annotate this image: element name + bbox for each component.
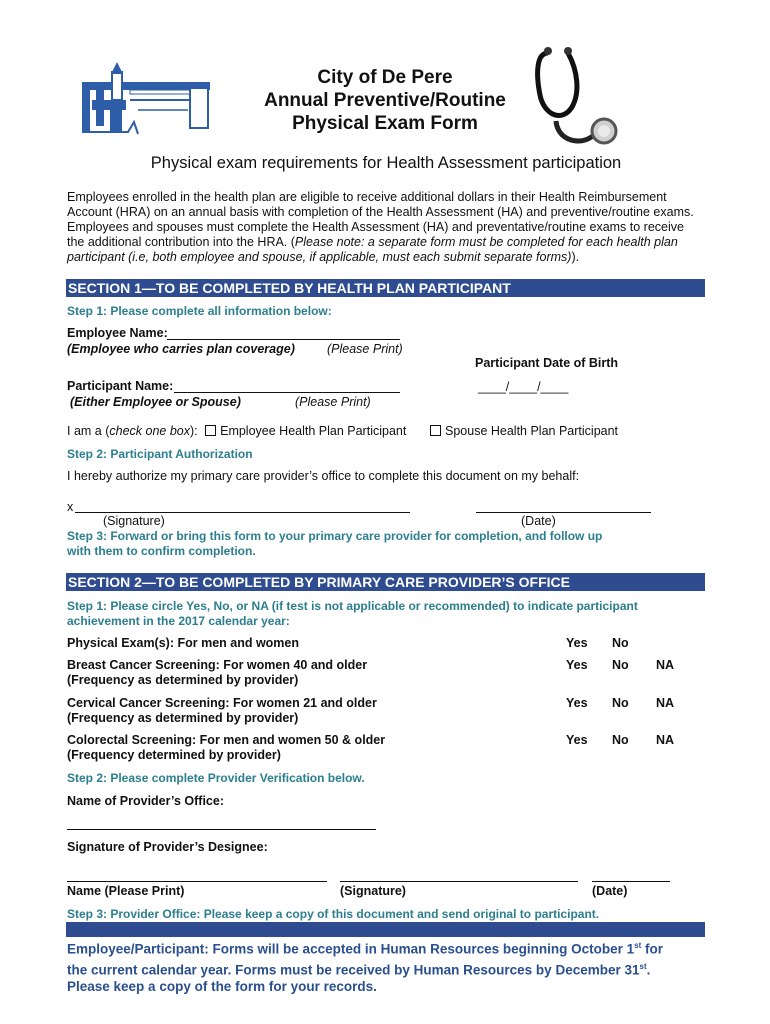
date-caption: (Date) [521, 514, 556, 528]
spouse-option-label: Spouse Health Plan Participant [445, 424, 619, 438]
provider-date-input[interactable] [592, 881, 670, 882]
employee-name-label: Employee Name: [67, 326, 168, 340]
provider-date-caption: (Date) [592, 884, 628, 898]
na-option[interactable]: NA [656, 658, 675, 672]
form-title [200, 66, 570, 135]
no-option[interactable]: No [612, 658, 629, 672]
intro-line: the additional contribution into the HRA. (Please note: a separate form must be completed for each health plan [67, 235, 678, 249]
employee-name-input[interactable] [167, 339, 400, 340]
na-option[interactable]: NA [656, 696, 675, 710]
intro-line: participant (i.e, both employee and spouse, if applicable, must each submit separate forms)). [67, 250, 580, 264]
exam-row-colorectal: Colorectal Screening: For men and women 50 & older (Frequency determined by provider) [67, 733, 386, 762]
yes-option[interactable]: Yes [566, 696, 588, 710]
provider-office-input[interactable] [67, 829, 376, 830]
provider-name-input[interactable] [67, 881, 327, 882]
no-option[interactable]: No [612, 696, 629, 710]
exam-row-cervical: Cervical Cancer Screening: For women 21 and older (Frequency as determined by provider) [67, 696, 377, 725]
x-mark: x [67, 500, 74, 514]
dob-label: Participant Date of Birth [475, 356, 619, 370]
participant-note: (Either Employee or Spouse) [70, 395, 241, 409]
participant-type-row: I am a (check one box): Employee Health Plan Participant [67, 424, 407, 438]
provider-signature-input[interactable] [340, 881, 578, 882]
please-print-note: (Please Print) [327, 342, 403, 356]
section2-step2: Step 2: Please complete Provider Verification below. [67, 771, 365, 785]
city-logo [78, 62, 216, 138]
section1-step2: Step 2: Participant Authorization [67, 447, 253, 461]
title-line: Physical Exam Form [292, 113, 478, 134]
designee-label: Signature of Provider’s Designee: [67, 840, 268, 854]
participant-signature-input[interactable] [75, 512, 410, 513]
dob-input[interactable]: ____/____/____ [478, 380, 569, 394]
title-line: Annual Preventive/Routine [264, 90, 506, 111]
name-print-caption: Name (Please Print) [67, 884, 185, 898]
section2-step3: Step 3: Provider Office: Please keep a copy of this document and send original to participant. [67, 907, 600, 921]
signature-caption: (Signature) [103, 514, 165, 528]
intro-line: Employees and spouses must complete the Health Assessment (HA) and preventative/routine exams to receive [67, 220, 684, 234]
participant-date-input[interactable] [476, 512, 651, 513]
section1-header: SECTION 1—TO BE COMPLETED BY HEALTH PLAN PARTICIPANT [66, 279, 705, 297]
please-print-note: (Please Print) [295, 395, 371, 409]
exam-row-breast: Breast Cancer Screening: For women 40 and older (Frequency as determined by provider) [67, 658, 368, 687]
provider-signature-caption: (Signature) [340, 884, 406, 898]
na-option[interactable]: NA [656, 733, 675, 747]
footer-notice: Employee/Participant: Forms will be accepted in Human Resources beginning October 1st for the current calendar year. Forms must be received by Human Resources by December 31st. Please keep a copy of the form for your records. [67, 941, 664, 994]
provider-office-label: Name of Provider’s Office: [67, 794, 224, 808]
title-line: City of De Pere [317, 67, 453, 88]
employee-note: (Employee who carries plan coverage) [67, 342, 295, 356]
section2-header: SECTION 2—TO BE COMPLETED BY PRIMARY CARE PROVIDER’S OFFICE [66, 573, 705, 591]
yes-option[interactable]: Yes [566, 636, 588, 650]
no-option[interactable]: No [612, 733, 629, 747]
employee-option-label: Employee Health Plan Participant [220, 424, 407, 438]
authorize-text: I hereby authorize my primary care provider’s office to complete this document on my behalf: [67, 469, 580, 483]
section1-step3: Step 3: Forward or bring this form to your primary care provider for completion, and follow up with them to confirm completion. [67, 529, 603, 558]
page-subtitle: Physical exam requirements for Health Assessment participation [150, 154, 622, 172]
participant-name-input[interactable] [174, 392, 400, 393]
spouse-checkbox[interactable] [430, 425, 441, 436]
employee-checkbox[interactable] [205, 425, 216, 436]
intro-line: Account (HRA) on an annual basis with completion of the Health Assessment (HA) and preventive/routine exams. [67, 205, 694, 219]
footer-divider-bar [66, 922, 705, 937]
intro-paragraph [67, 190, 707, 265]
exam-row-physical: Physical Exam(s): For men and women [67, 636, 300, 650]
spouse-option [430, 424, 618, 439]
yes-option[interactable]: Yes [566, 658, 588, 672]
stethoscope-icon [528, 45, 628, 155]
intro-line: Employees enrolled in the health plan are eligible to receive additional dollars in their Health Reimbursement [67, 190, 667, 204]
section2-step1: Step 1: Please circle Yes, No, or NA (if test is not applicable or recommended) to indicate participant achievement in the 2017 calendar year: [67, 599, 638, 628]
yes-option[interactable]: Yes [566, 733, 588, 747]
no-option[interactable]: No [612, 636, 629, 650]
participant-name-label: Participant Name: [67, 379, 174, 393]
section1-step1: Step 1: Please complete all information below: [67, 304, 332, 318]
